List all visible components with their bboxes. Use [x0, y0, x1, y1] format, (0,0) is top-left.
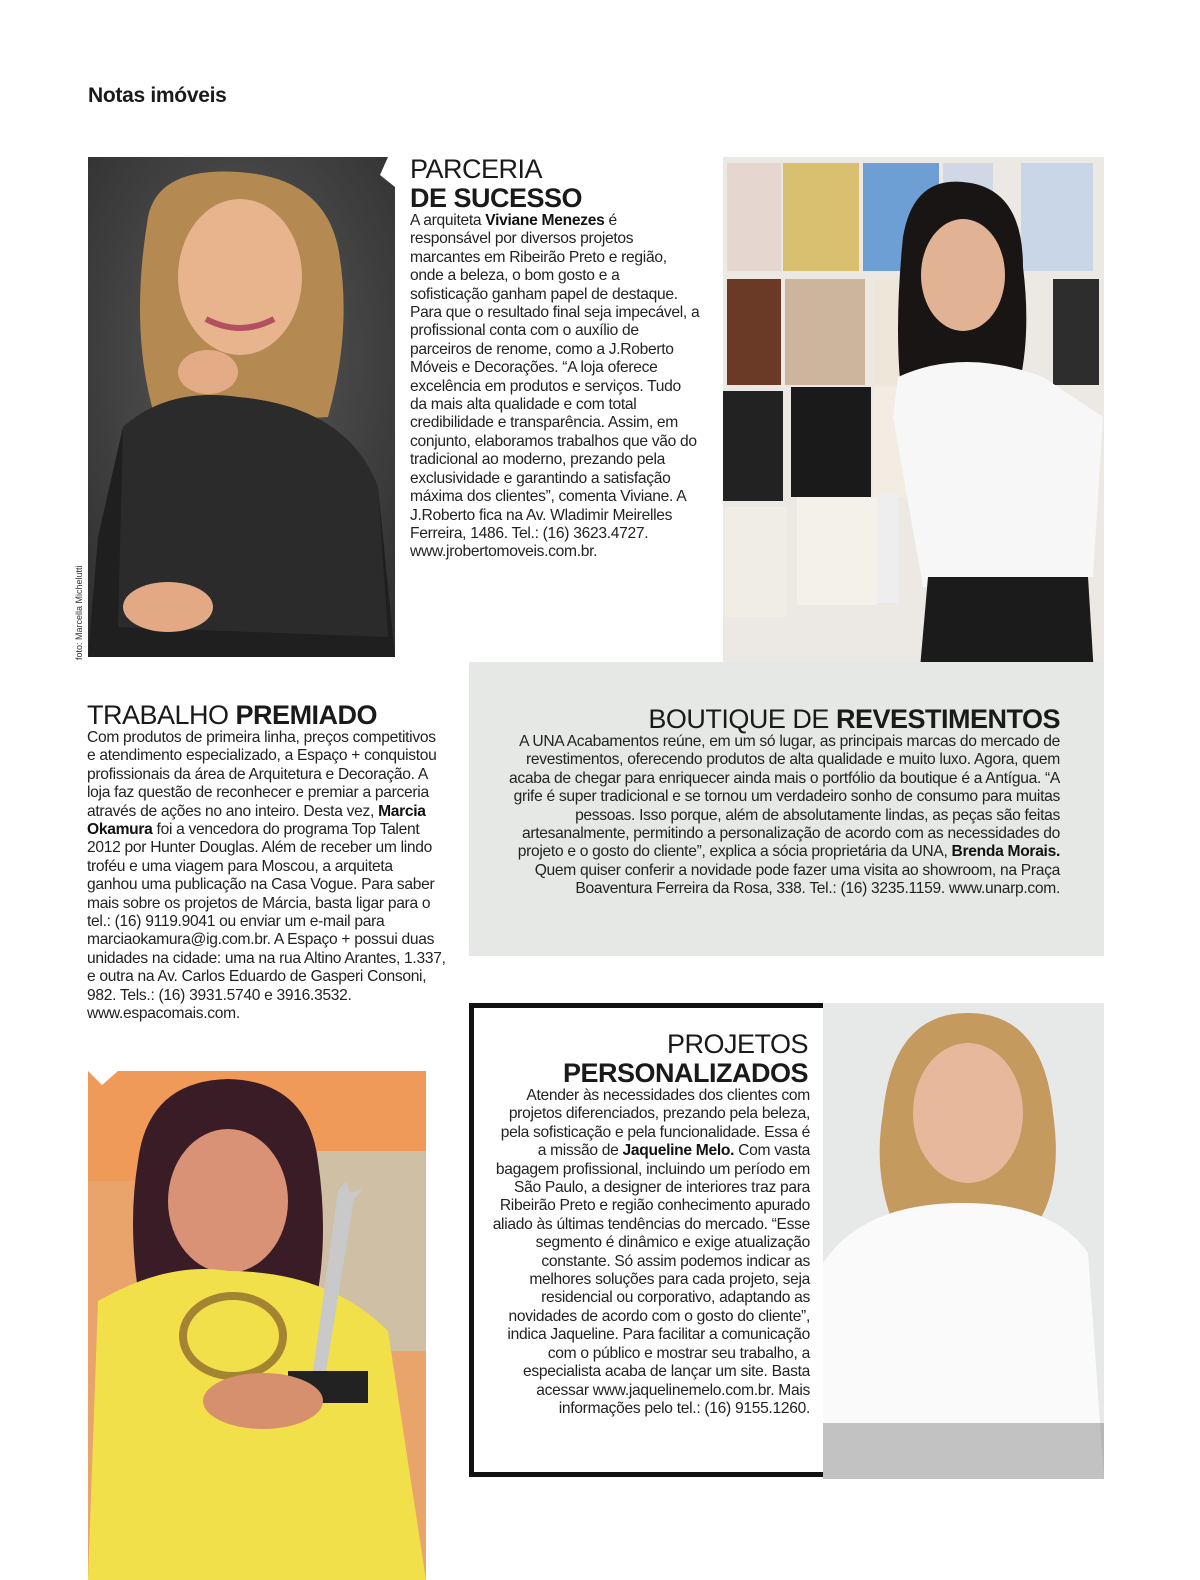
article2-body — [87, 729, 447, 1024]
article4-text-start: Atender às necessidades dos clientes com projetos diferenciados, prezando pela beleza, pela sofisticação e pela funcionalidade. Essa é a missão de — [500, 1087, 810, 1160]
article3-headline — [480, 704, 1060, 734]
article1-title-bold: DE SUCESSO — [410, 183, 583, 213]
article4-headline — [520, 1030, 808, 1088]
article3-title-bold: REVESTIMENTOS — [835, 704, 1060, 734]
article1-body — [410, 212, 700, 562]
showroom-tiles-photo — [723, 157, 1104, 691]
article2-title-light: TRABALHO — [87, 700, 236, 730]
article2-title-bold: PREMIADO — [235, 700, 378, 730]
article3-text-end: Quem quiser conferir a novidade pode fazer uma visita ao showroom, na Praça Boaventura Ferreira da Rosa, 338. Tel.: (16) 3235.1159. www.unarp.com. — [534, 861, 1060, 898]
article4-title-light: PROJETOS — [666, 1029, 808, 1059]
section-label: Notas imóveis — [88, 84, 227, 107]
marcia-okamura-photo — [88, 1071, 426, 1580]
photo-credit: foto: Marcella Michelutti — [74, 565, 84, 660]
article4-name: Jaqueline Melo. — [622, 1142, 735, 1160]
jaqueline-melo-photo — [823, 1003, 1104, 1479]
article1-title-light: PARCERIA — [410, 154, 543, 184]
article2-text-start: Com produtos de primeira linha, preços competitivos e atendimento especializado, a Espaço + conquistou profissionais da área de Arquitetura e Decoração. A loja faz questão de reconhecer e premiar a parceria através de ações no ano inteiro. Desta vez, — [87, 729, 437, 820]
article2-headline — [87, 700, 467, 730]
article1-name: Viviane Menezes — [485, 212, 605, 229]
article2-name: Marcia Okamura — [87, 802, 426, 839]
article4-title-bold: PERSONALIZADOS — [562, 1058, 808, 1088]
article3-body — [490, 733, 1060, 899]
article3-text-start: A UNA Acabamentos reúne, em um só lugar, as principais marcas do mercado de revestimentos, oferecendo produtos de alta qualidade e muito luxo. Agora, quem acaba de chegar para enriquecer ainda mais o portfólio da boutique é a Antígua. “A grife é super tradicional e se tornou um verdadeiro sonho de consumo para muitas pessoas. Isso porque, além de absolutamente lindas, as peças são feitas artesanalmente, permitindo a personalização de acordo com as necessidades do projeto e o gosto do cliente”, explica a sócia proprietária da UNA, — [508, 733, 1060, 861]
article1-text-end: é responsável por diversos projetos marcantes em Ribeirão Preto e região, onde a beleza, o bom gosto e a sofisticação ganham papel de destaque. Para que o resultado final seja impecável, a profissional conta com o auxílio de parceiros de renome, como a J.Roberto Móveis e Decorações. “A loja oferece excelência em produtos e serviços. Tudo da mais alta qualidade e com total credibilidade e transparência. Assim, em conjunto, elaboramos trabalhos que vão do tradicional ao moderno, prezando pela exclusividade e garantindo a satisfação máxima dos clientes”, comenta Viviane. A J.Roberto fica na Av. Wladimir Meirelles Ferreira, 1486. Tel.: (16) 3623.4727. www.jrobertomoveis.com.br. — [410, 212, 700, 561]
article1-headline — [410, 155, 710, 213]
article4-body — [490, 1087, 810, 1418]
viviane-menezes-photo — [88, 157, 395, 657]
article2-text-end: foi a vencedora do programa Top Talent 2012 por Hunter Douglas. Além de receber um lindo troféu e uma viagem para Moscou, a arquiteta ganhou uma publicação na Casa Vogue. Para saber mais sobre os projetos de Márcia, basta ligar para o tel.: (16) 9119.9041 ou enviar um e-mail para marciaokamura@ig.com.br. A Espaço + possui duas unidades na cidade: uma na rua Altino Arantes, 1.337, e outra na Av. Carlos Eduardo de Gasperi Consoni, 982. Tels.: (16) 3931.5740 e 3916.3532. www.espacomais.com. — [87, 821, 446, 1023]
article3-title-light: BOUTIQUE DE — [648, 704, 836, 734]
article3-name: Brenda Morais. — [951, 843, 1060, 861]
article4-text-end: Com vasta bagagem profissional, incluindo um período em São Paulo, a designer de interiores traz para Ribeirão Preto e região conhecimento apurado aliado às últimas tendências do mercado. “Esse segmento é dinâmico e exige atualização constante. Só assim podemos indicar as melhores soluções para cada projeto, seja residencial ou corporativo, adaptando as novidades de acordo com o gosto do cliente”, indica Jaqueline. Para facilitar a comunicação com o público e mostrar seu trabalho, a especialista acaba de lançar um site. Basta acessar www.jaquelinemelo.com.br. Mais informações pelo tel.: (16) 9155.1260. — [492, 1142, 810, 1417]
article1-text-start: A arquiteta — [410, 212, 486, 229]
